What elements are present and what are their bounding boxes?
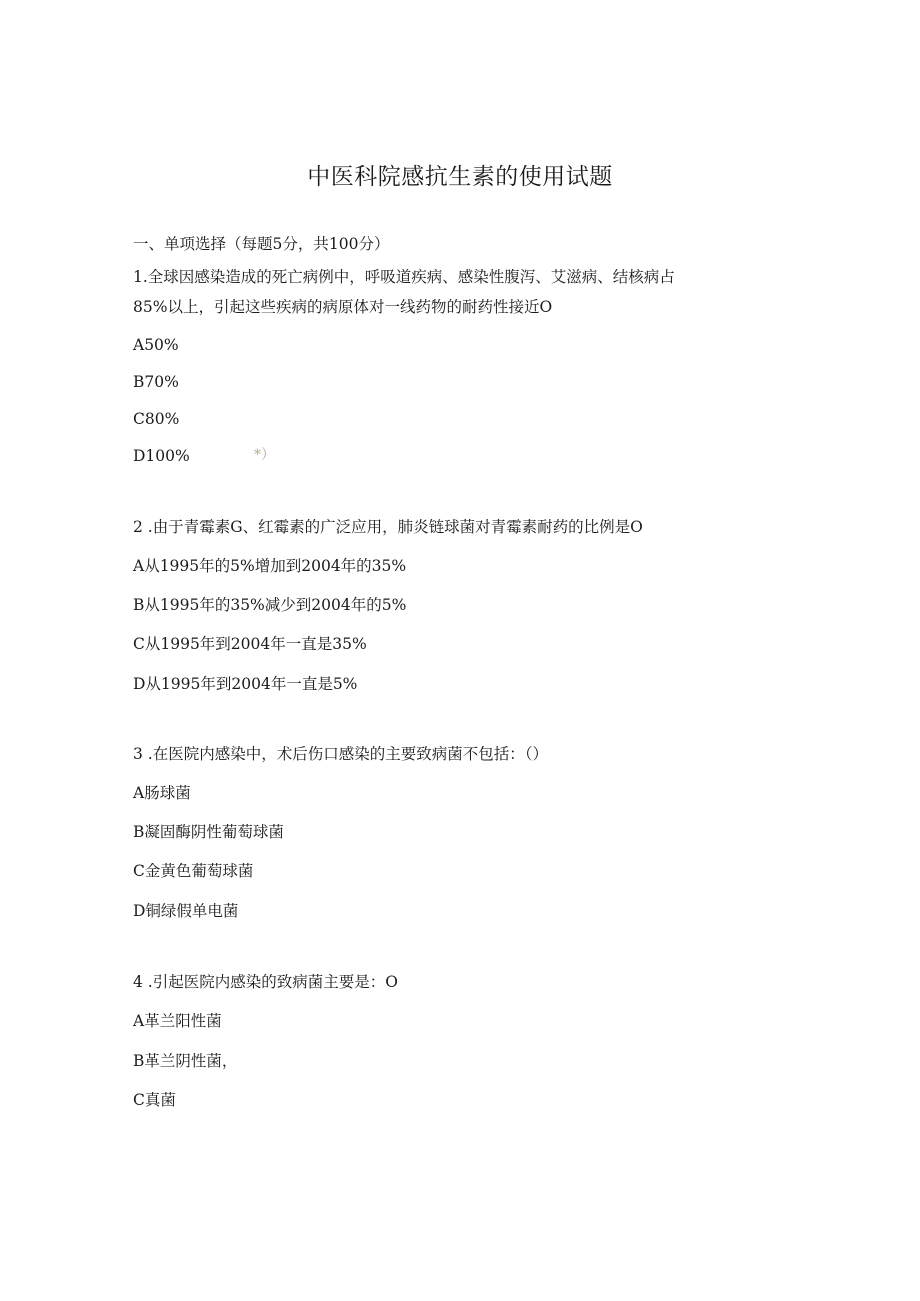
question-4-option-b: B革兰阴性菌，: [133, 1052, 238, 1070]
question-1-option-b: B70%: [133, 373, 179, 391]
question-1-option-c: C80%: [133, 410, 180, 428]
section-heading: 一、单项选择（每题5分，共100分）: [133, 235, 390, 253]
question-4-option-a: A革兰阳性菌: [133, 1012, 222, 1030]
question-2-stem: 2 .由于青霉素G、红霉素的广泛应用，肺炎链球菌对青霉素耐药的比例是O: [133, 518, 643, 536]
question-1-stem-line-2: 85%以上，引起这些疾病的病原体对一线药物的耐药性接近O: [133, 298, 553, 316]
question-3-stem: 3 .在医院内感染中，术后伤口感染的主要致病菌不包括：（）: [133, 745, 548, 763]
question-1-option-d: D100%: [133, 447, 190, 465]
question-2-option-a: A从1995年的5%增加到2004年的35%: [133, 557, 407, 575]
question-2-option-d: D从1995年到2004年一直是5%: [133, 675, 358, 693]
question-3-option-b: B凝固酶阴性葡萄球菌: [133, 823, 284, 841]
question-3-option-a: A肠球菌: [133, 784, 191, 802]
stray-mark: *）: [254, 447, 275, 463]
question-1-option-a: A50%: [133, 336, 179, 354]
page-title: 中医科院感抗生素的使用试题: [307, 164, 613, 190]
question-3-option-c: C金黄色葡萄球菌: [133, 862, 254, 880]
question-4-option-c: C真菌: [133, 1091, 176, 1109]
question-2-option-b: B从1995年的35%减少到2004年的5%: [133, 596, 407, 614]
question-1-stem-line-1: 1.全球因感染造成的死亡病例中，呼吸道疾病、感染性腹泻、艾滋病、结核病占: [133, 268, 675, 286]
question-3-option-d: D铜绿假单电菌: [133, 902, 239, 920]
question-2-option-c: C从1995年到2004年一直是35%: [133, 635, 367, 653]
question-4-stem: 4 .引起医院内感染的致病菌主要是：O: [133, 973, 398, 991]
